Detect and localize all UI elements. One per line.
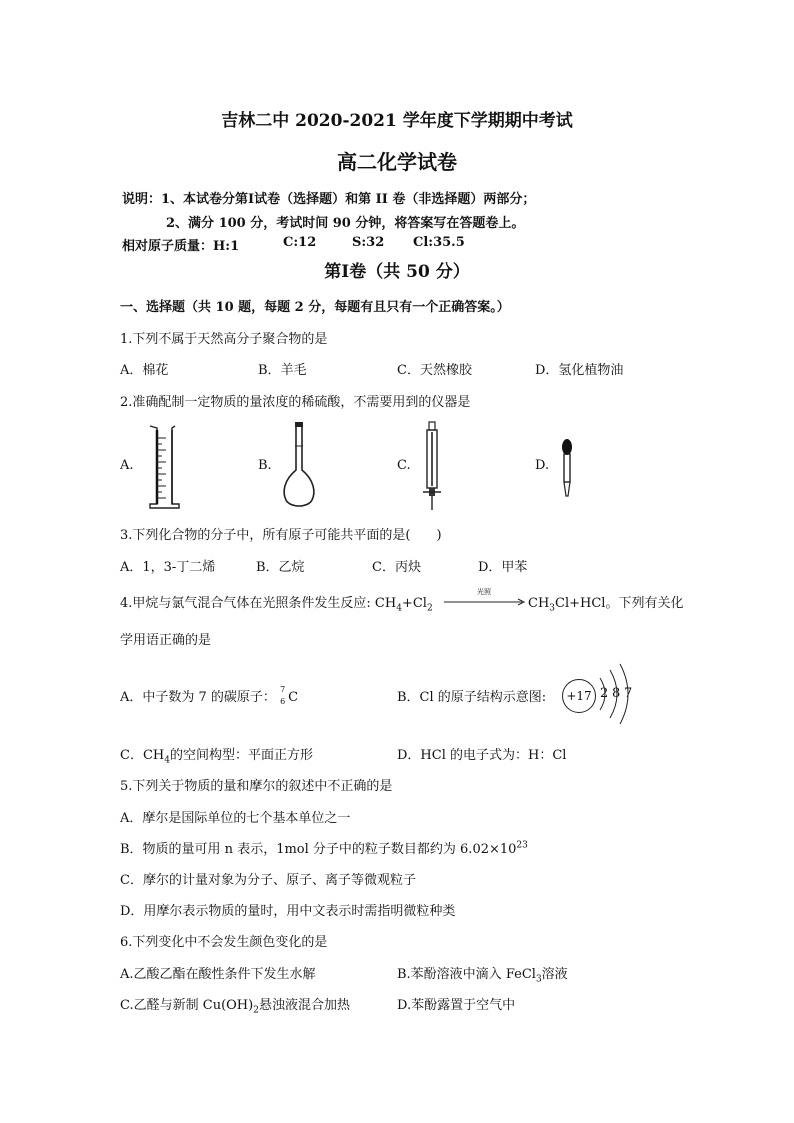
q1-option-c: C．天然橡胶 [397, 363, 472, 378]
q5-option-a: A．摩尔是国际单位的七个基本单位之一 [120, 811, 351, 826]
q5-option-d: D．用摩尔表示物质的量时，用中文表示时需指明微粒种类 [120, 904, 456, 919]
part-one-title: 第Ⅰ卷（共 50 分） [324, 262, 470, 282]
q4-option-a: A．中子数为 7 的碳原子： 7 6 C [120, 684, 299, 706]
q3-option-b: B．乙烷 [256, 560, 305, 575]
q2-option-d: D. [535, 458, 550, 473]
shell-3-electrons: 7 [624, 686, 633, 701]
q4-option-d: D．HCl 的电子式为：H：Cl [397, 748, 567, 763]
q5-stem: 5.下列关于物质的量和摩尔的叙述中不正确的是 [120, 779, 393, 794]
q5-option-b: B．物质的量可用 n 表示，1mol 分子中的粒子数目都约为 $6.02\times 10^{23}$ [120, 840, 528, 857]
q4-option-b: B．Cl 的原子结构示意图: [397, 690, 547, 705]
atomic-mass-s: S:32 [352, 235, 385, 250]
graduated-cylinder-icon [146, 424, 182, 510]
q1-stem: 1.下列不属于天然高分子聚合物的是 [120, 332, 328, 347]
paper-subtitle: 高二化学试卷 [337, 150, 457, 174]
q3-stem: 3.下列化合物的分子中，所有原子可能共平面的是( ) [120, 528, 442, 543]
isotope-notation: 7 6 [280, 684, 286, 706]
nucleus: +17 [562, 679, 596, 713]
q4-stem: 4.甲烷与氯气混合气体在光照条件发生反应: $CH_4+Cl_2$ [120, 596, 433, 614]
q4-stem-text: 4.甲烷与氯气混合气体在光照条件发生反应: CH [120, 596, 397, 611]
electron-shell-arcs-icon [596, 662, 636, 726]
q4-stem-line-2: 学用语正确的是 [120, 633, 212, 648]
q5-option-c: C．摩尔的计量对象为分子、原子、离子等微观粒子 [120, 873, 416, 888]
shell-1-electrons: 2 [600, 686, 609, 701]
q6-option-a: A.乙酸乙酯在酸性条件下发生水解 [120, 967, 316, 982]
q2-option-c: C. [397, 458, 411, 473]
q3-option-c: C．丙炔 [372, 560, 421, 575]
q6-stem: 6.下列变化中不会发生颜色变化的是 [120, 935, 328, 950]
volumetric-flask-icon [280, 420, 318, 512]
q1-option-a: A．棉花 [120, 363, 169, 378]
q3-option-a: A．1，3-丁二烯 [120, 560, 216, 575]
reaction-condition: 光照 [477, 588, 491, 596]
exam-title: 吉林二中 2020-2021 学年度下学期期中考试 [221, 111, 573, 131]
q6-option-b: B.苯酚溶液中滴入 FeCl$_3$溶液 [397, 967, 568, 985]
shell-2-electrons: 8 [612, 686, 621, 701]
atomic-mass-cl: Cl:35.5 [413, 235, 465, 250]
q3-option-d: D．甲苯 [478, 560, 528, 575]
q4-option-c: C．$CH_4$的空间构型：平面正方形 [120, 748, 313, 766]
reaction-arrow-icon [444, 598, 526, 606]
q6-option-c: C.乙醛与新制 $Cu(OH)_2$悬浊液混合加热 [120, 998, 350, 1016]
q2-stem: 2.准确配制一定物质的量浓度的稀硫酸，不需要用到的仪器是 [120, 395, 471, 410]
atomic-mass-c: C:12 [283, 235, 317, 250]
atomic-mass-label: 相对原子质量：H:1 [122, 239, 240, 254]
q1-option-d: D．氢化植物油 [535, 363, 624, 378]
q2-option-b: B. [258, 458, 272, 473]
q6-option-d: D.苯酚露置于空气中 [397, 998, 516, 1013]
instructions-line-1: 说明：1、本试卷分第Ⅰ试卷（选择题）和第 II 卷（非选择题）两部分； [122, 192, 536, 207]
burette-icon [420, 420, 444, 512]
q2-option-a: A. [120, 458, 134, 473]
q1-option-b: B．羊毛 [258, 363, 307, 378]
q4-products: $CH_3Cl+HCl$。下列有关化 [528, 596, 684, 614]
section-heading: 一、选择题（共 10 题，每题 2 分，每题有且只有一个正确答案。） [120, 300, 510, 315]
dropper-icon [558, 438, 576, 500]
instructions-line-2: 2、满分 100 分，考试时间 90 分钟，将答案写在答题卷上。 [166, 216, 525, 231]
